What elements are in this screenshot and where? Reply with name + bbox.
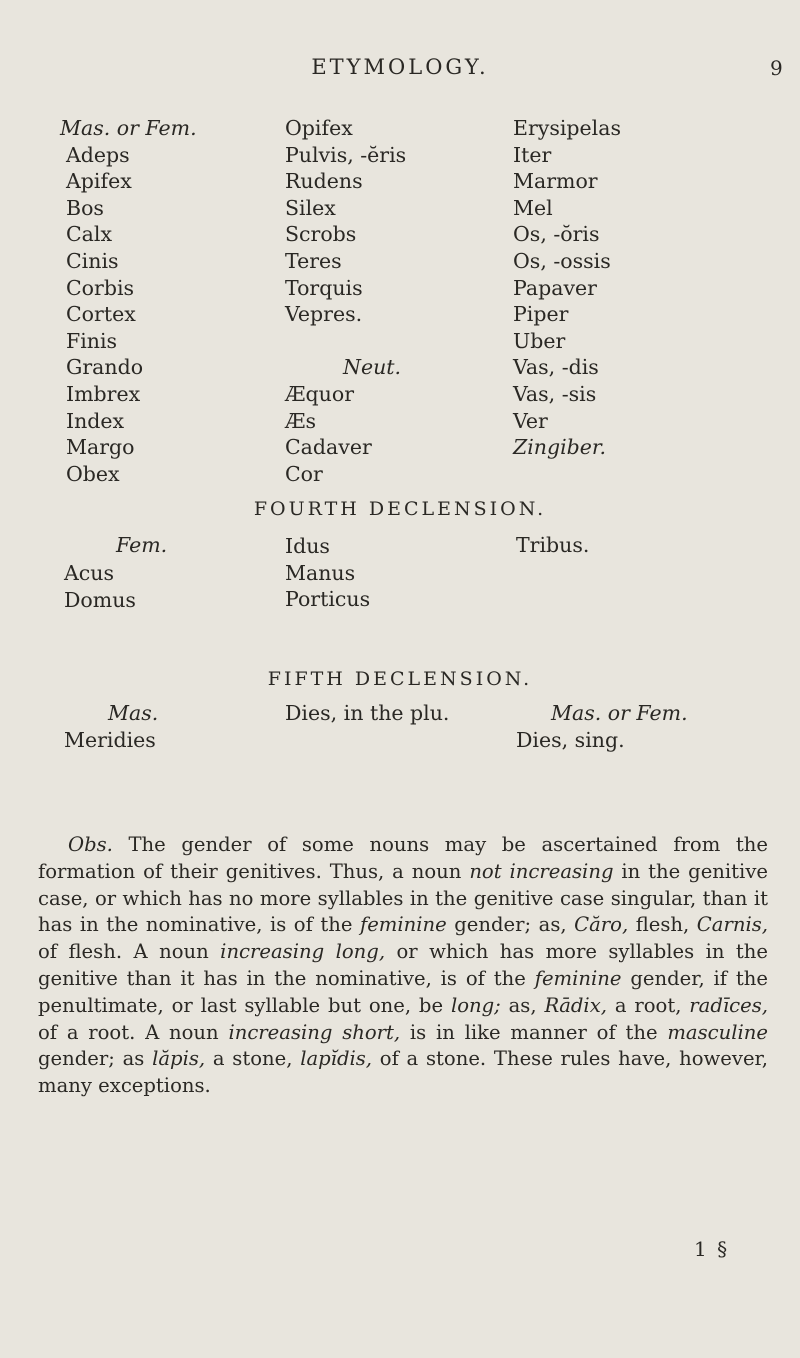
word: Torquis: [285, 275, 363, 300]
word: Scrobs: [285, 222, 357, 247]
word: Manus: [285, 560, 356, 585]
word: Calx: [66, 222, 113, 247]
obs-emphasis: feminine: [359, 913, 447, 937]
word: Vas, -dis: [513, 355, 599, 380]
heading-fourth-declension: FOURTH DECLENSION.: [253, 498, 547, 520]
obs-text: gender; as: [38, 1047, 153, 1071]
word: Index: [66, 408, 125, 433]
fourth-column-1: [64, 560, 136, 613]
word: Papaver: [513, 275, 597, 300]
word: Bos: [66, 195, 104, 220]
word: Æquor: [285, 381, 354, 406]
obs-emphasis: masculine: [667, 1020, 768, 1044]
word: Os, -ossis: [513, 248, 611, 273]
obs-emphasis: feminine: [534, 966, 622, 990]
label-fem: Fem.: [116, 533, 168, 557]
word: Rudens: [285, 169, 363, 194]
observation-paragraph: [38, 832, 768, 1100]
word-tribus: Tribus.: [516, 533, 590, 557]
word: Vepres.: [285, 302, 363, 327]
word: Piper: [513, 302, 569, 327]
word: Cortex: [66, 302, 136, 327]
word: Silex: [285, 195, 336, 220]
obs-emphasis: Rādix,: [544, 993, 607, 1017]
obs-emphasis: radīces,: [689, 993, 769, 1017]
word: Marmor: [513, 169, 598, 194]
obs-emphasis: long;: [450, 993, 501, 1017]
word: Finis: [66, 328, 118, 353]
word: Obex: [66, 461, 120, 486]
obs-text: or which has more syllables in the genitive than it has in the nominative, is of the: [38, 940, 768, 990]
note-dies-plural: Dies, in the plu.: [285, 701, 450, 725]
word: Adeps: [66, 142, 130, 167]
heading-fifth-declension: FIFTH DECLENSION.: [267, 668, 533, 690]
obs-emphasis: Carnis,: [696, 913, 768, 937]
page-number: 9: [770, 56, 783, 80]
word: Margo: [66, 435, 135, 460]
obs-emphasis: lăpis,: [152, 1047, 206, 1071]
word-meridies: Meridies: [64, 728, 156, 752]
fourth-column-2: [285, 533, 370, 613]
obs-label: Obs.: [68, 833, 113, 856]
word: Erysipelas: [513, 116, 621, 140]
word: Cadaver: [285, 435, 372, 460]
word: Teres: [285, 248, 342, 273]
obs-text: of a root. A noun: [38, 1020, 229, 1044]
word-last: Zingiber.: [513, 435, 607, 460]
word: Opifex: [285, 116, 353, 140]
word: Vas, -sis: [513, 381, 597, 406]
word: Acus: [64, 561, 115, 585]
word: Mel: [513, 195, 553, 220]
column-2: [285, 115, 406, 487]
word: Iter: [513, 142, 552, 167]
word: Cinis: [66, 248, 119, 273]
word: Uber: [513, 328, 566, 353]
signature-mark: 1 §: [694, 1237, 730, 1261]
note-dies-singular: Dies, sing.: [516, 728, 625, 752]
obs-text: a stone,: [205, 1047, 301, 1071]
word: Os, -ŏris: [513, 222, 600, 247]
word: Apifex: [66, 169, 132, 194]
obs-text: of a stone. These rules have, however, many exceptions.: [38, 1047, 768, 1098]
obs-emphasis: Căro,: [574, 913, 629, 937]
label-mas-or-fem-fifth: Mas. or Fem.: [551, 701, 688, 725]
obs-text: of flesh. A noun: [38, 940, 221, 964]
word: Ver: [513, 408, 548, 433]
obs-text: gender; as,: [446, 913, 575, 937]
label-mas: Mas.: [108, 701, 159, 725]
obs-emphasis: increasing long,: [220, 940, 386, 964]
obs-emphasis: increasing short,: [228, 1020, 401, 1044]
word: Grando: [66, 355, 144, 380]
obs-text: flesh,: [628, 913, 697, 937]
column-1: [60, 115, 197, 487]
obs-text: in the genitive case, or which has no more syllables in the genitive case singular, than it has in the nominative, is of the: [38, 859, 768, 937]
word: Imbrex: [66, 381, 141, 406]
running-head: ETYMOLOGY.: [311, 55, 489, 79]
obs-text: gender, if the penultimate, or last syllable but one, be: [38, 966, 768, 1017]
word: Idus: [285, 534, 330, 558]
obs-text: a root,: [606, 993, 690, 1017]
obs-text: is in like manner of the: [400, 1020, 668, 1044]
obs-text: as,: [500, 993, 545, 1017]
obs-text: The gender of some nouns may be ascertained from the formation of their genitives. Thus, a noun: [38, 833, 768, 883]
column-3: [513, 115, 621, 461]
obs-emphasis: lapĭdis,: [300, 1047, 373, 1071]
word: Domus: [64, 587, 136, 612]
word: Cor: [285, 461, 323, 486]
word: Corbis: [66, 275, 135, 300]
word: Æs: [285, 408, 317, 433]
word: Pulvis, -ĕris: [285, 142, 407, 167]
label-neut: Neut.: [343, 355, 402, 380]
label-mas-or-fem: Mas. or Fem.: [60, 116, 197, 140]
obs-emphasis: not increasing: [469, 859, 614, 883]
word: Porticus: [285, 587, 371, 612]
